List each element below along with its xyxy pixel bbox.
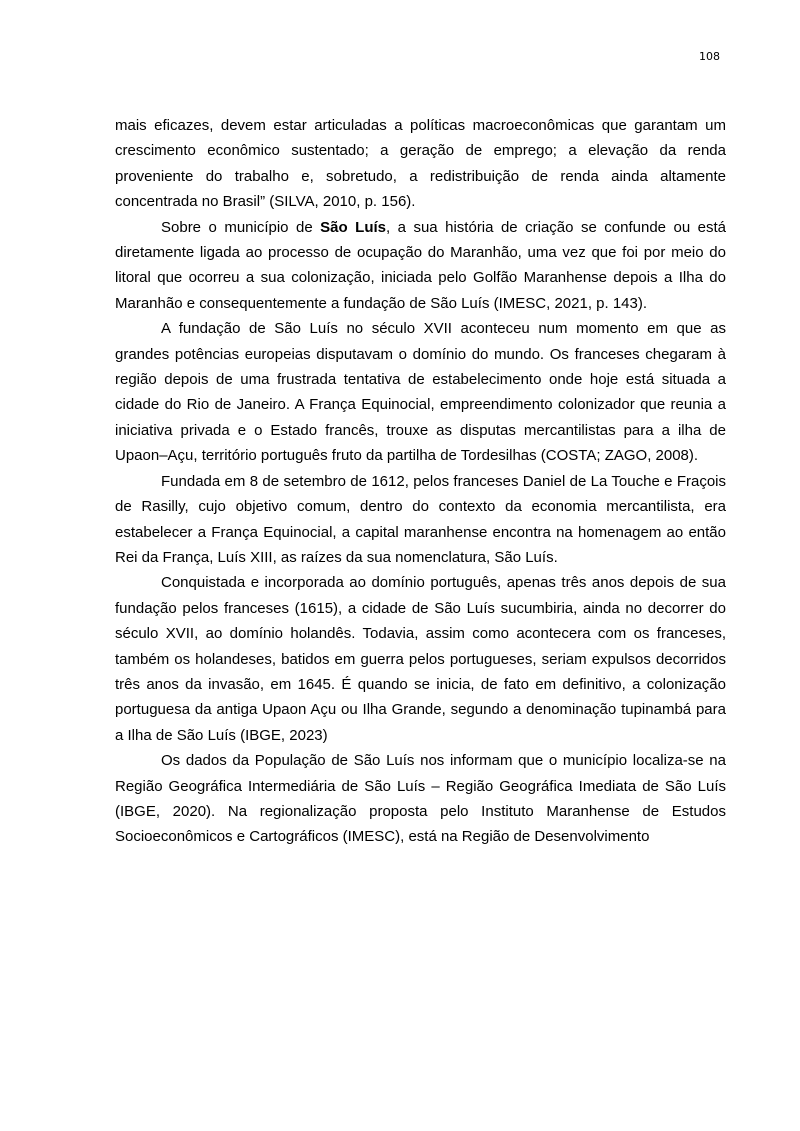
paragraph-3: A fundação de São Luís no século XVII aconteceu num momento em que as grandes potências europeias disputavam o domínio do mundo. Os franceses chegaram à região depois de uma frustrada tentativa de estabelecimento onde hoje está situada a cidade do Rio de Janeiro. A França Equinocial, empreendimento colonizador que reunia a iniciativa privada e o Estado francês, trouxe as disputas mercantilistas para a ilha de Upaon–Açu, território português fruto da partilha de Tordesilhas (COSTA; ZAGO, 2008). (115, 320, 726, 465)
paragraph-4: Fundada em 8 de setembro de 1612, pelos franceses Daniel de La Touche e Fraçois de Rasilly, cujo objetivo comum, dentro do contexto da economia mercantilista, era estabelecer a França Equinocial, a capital maranhense encontra na homenagem ao então Rei da França, Luís XIII, as raízes da sua nomenclatura, São Luís. (115, 472, 726, 566)
paragraph-2-intro: Sobre o município de (161, 218, 321, 236)
page-number: 108 (699, 50, 720, 63)
paragraph-2-bold-term: São Luís (320, 218, 386, 236)
document-body (115, 113, 726, 850)
paragraph-6: Os dados da População de São Luís nos informam que o município localiza-se na Região Geográfica Intermediária de São Luís – Região Geográfica Imediata de São Luís (IBGE, 2020). Na regionalização proposta pelo Instituto Maranhense de Estudos Socioeconômicos e Cartográficos (IMESC), está na Região de Desenvolvimento (115, 752, 726, 846)
paragraph-2 (115, 215, 726, 317)
paragraph-5: Conquistada e incorporada ao domínio português, apenas três anos depois de sua fundação pelos franceses (1615), a cidade de São Luís sucumbiria, ainda no decorrer do século XVII, ao domínio holandês. Todavia, assim como acontecera com os franceses, também os holandeses, batidos em guerra pelos portugueses, seriam expulsos decorridos três anos da invasão, em 1645. É quando se inicia, de fato em definitivo, a colonização portuguesa da antiga Upaon Açu ou Ilha Grande, segundo a denominação tupinambá para a Ilha de São Luís (IBGE, 2023) (115, 574, 726, 744)
paragraph-2-rest: , a sua história de criação se confunde ou está diretamente ligada ao processo de ocupação do Maranhão, uma vez que foi por meio do litoral que ocorreu a sua colonização, iniciada pelo Golfão Maranhense depois a Ilha do Maranhão e consequentemente a fundação de São Luís (IMESC, 2021, p. 143). (115, 218, 726, 312)
paragraph-1: mais eficazes, devem estar articuladas a políticas macroeconômicas que garantam um crescimento econômico sustentado; a geração de emprego; a elevação da renda proveniente do trabalho e, sobretudo, a redistribuição de renda ainda altamente concentrada no Brasil” (SILVA, 2010, p. 156). (115, 117, 726, 211)
